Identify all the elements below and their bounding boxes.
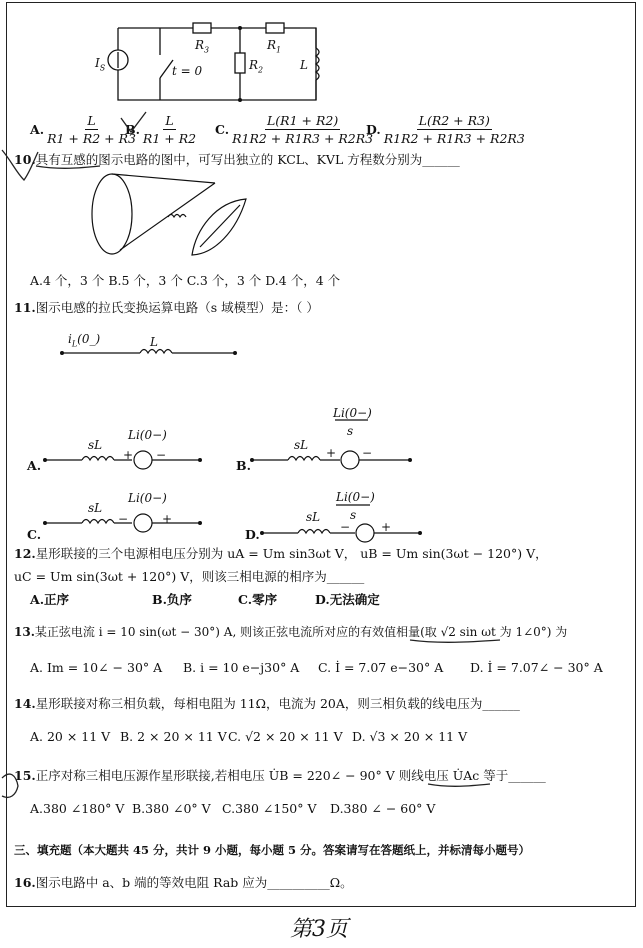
q9-option-c[interactable]: C. $\frac{L(R1 + R2)}{R1R2 + R1R3 + R2R3}$ <box>215 113 374 146</box>
q11-option-b[interactable]: B. <box>236 458 251 473</box>
q11-l-label: L <box>150 335 158 349</box>
q11-c-minus: − <box>118 512 129 526</box>
q14-question: 14.星形联接对称三相负载，每相电阻为 11Ω，电流为 20A，则三相负载的线电压为______ <box>14 696 520 711</box>
r3-label: $R_3$ <box>195 38 210 55</box>
handwritten-page-number: 第3页 <box>290 917 348 942</box>
q13-option-a[interactable]: A. Im = 10∠ − 30° A <box>30 660 163 675</box>
q13-option-c[interactable]: C. İ = 7.07 e−30° A <box>318 660 444 675</box>
q11-b-li: Li(0−) <box>333 406 372 420</box>
q9-option-b[interactable]: B. $\frac{L}{R1 + R2}$ <box>125 113 197 146</box>
q12-option-a[interactable]: A.正序 <box>30 592 70 607</box>
q12-question-line1: 12.星形联接的三个电源相电压分别为 uA = Um sin3ωt V， uB = Um sin(3ωt − 120°) V， <box>14 546 548 561</box>
q15-option-a[interactable]: A.380 ∠180° V <box>30 801 125 816</box>
q11-b-minus: − <box>362 446 373 460</box>
q14-option-b[interactable]: B. 2 × 20 × 11 V <box>120 729 227 744</box>
q9-option-d[interactable]: D. $\frac{L(R2 + R3)}{R1R2 + R1R3 + R2R3}$ <box>366 113 525 146</box>
q11-d-sl: sL <box>306 510 321 524</box>
r2-label: $R_2$ <box>249 58 264 75</box>
q11-option-d[interactable]: D. <box>245 527 260 542</box>
q14-option-c[interactable]: C. √2 × 20 × 11 V <box>228 729 343 744</box>
q13-option-d[interactable]: D. İ = 7.07∠ − 30° A <box>470 660 603 675</box>
q11-a-li: Li(0−) <box>128 428 167 442</box>
q11-c-plus: + <box>162 512 173 526</box>
q11-b-s: s <box>347 424 354 438</box>
q11-a-minus: − <box>156 448 167 462</box>
q11-option-a[interactable]: A. <box>27 458 42 473</box>
r1-label: $R_1$ <box>267 38 282 55</box>
q11-option-c[interactable]: C. <box>27 527 42 542</box>
q11-a-sl: sL <box>88 438 103 452</box>
q10-question: 10.具有互感的图示电路的图中，可写出独立的 KCL、KVL 方程数分别为______ <box>14 152 460 167</box>
q12-question-line2: uC = Um sin(3ωt + 120°) V，则该三相电源的相序为______ <box>14 569 365 584</box>
q13-option-b[interactable]: B. i = 10 e−j30° A <box>183 660 300 675</box>
q11-a-plus: + <box>123 448 134 462</box>
q11-question: 11.图示电感的拉氏变换运算电路（s 域模型）是：（ ） <box>14 300 319 315</box>
q9-option-a[interactable]: A. $\frac{L}{R1 + R2 + R3}$ <box>30 113 136 146</box>
section3-title: 三、填充题（本大题共 45 分，共计 9 小题，每小题 5 分。答案请写在答题纸上，并标清每小题号） <box>14 843 531 857</box>
q11-d-plus: + <box>381 520 392 534</box>
q16-question: 16.图示电路中 a、b 端的等效电阻 Rab 应为__________Ω。 <box>14 875 353 890</box>
q12-option-c[interactable]: C.零序 <box>238 592 278 607</box>
q11-d-s: s <box>350 508 357 522</box>
q10-options[interactable]: A.4 个，3 个 B.5 个，3 个 C.3 个，3 个 D.4 个，4 个 <box>30 273 341 288</box>
q11-b-plus: + <box>326 446 337 460</box>
q11-il-label: $i_L(0\_)$ <box>68 332 101 349</box>
switch-time-label: t = 0 <box>172 64 203 78</box>
q11-c-sl: sL <box>88 501 103 515</box>
q14-option-a[interactable]: A. 20 × 11 V <box>30 729 111 744</box>
q11-d-minus: − <box>340 520 351 534</box>
q13-question: 13.某正弦电流 i = 10 sin(ωt − 30°) A, 则该正弦电流所对应的有效值相量(取 √2 sin ωt 为 1∠0°) 为 <box>14 625 568 639</box>
q11-c-li: Li(0−) <box>128 491 167 505</box>
inductor-label: L <box>300 58 308 72</box>
q12-option-d[interactable]: D.无法确定 <box>315 592 380 607</box>
q12-option-b[interactable]: B.负序 <box>152 592 192 607</box>
q15-option-b[interactable]: B.380 ∠0° V <box>132 801 211 816</box>
q15-question: 15.正序对称三相电压源作星形联接,若相电压 U̇B = 220∠ − 90° V 则线电压 U̇Ac 等于______ <box>14 768 546 783</box>
q15-option-d[interactable]: D.380 ∠ − 60° V <box>330 801 436 816</box>
q15-option-c[interactable]: C.380 ∠150° V <box>222 801 317 816</box>
q11-b-sl: sL <box>294 438 309 452</box>
q14-option-d[interactable]: D. √3 × 20 × 11 V <box>352 729 468 744</box>
is-label: $I_S$ <box>95 56 106 73</box>
q11-d-li: Li(0−) <box>336 490 375 504</box>
